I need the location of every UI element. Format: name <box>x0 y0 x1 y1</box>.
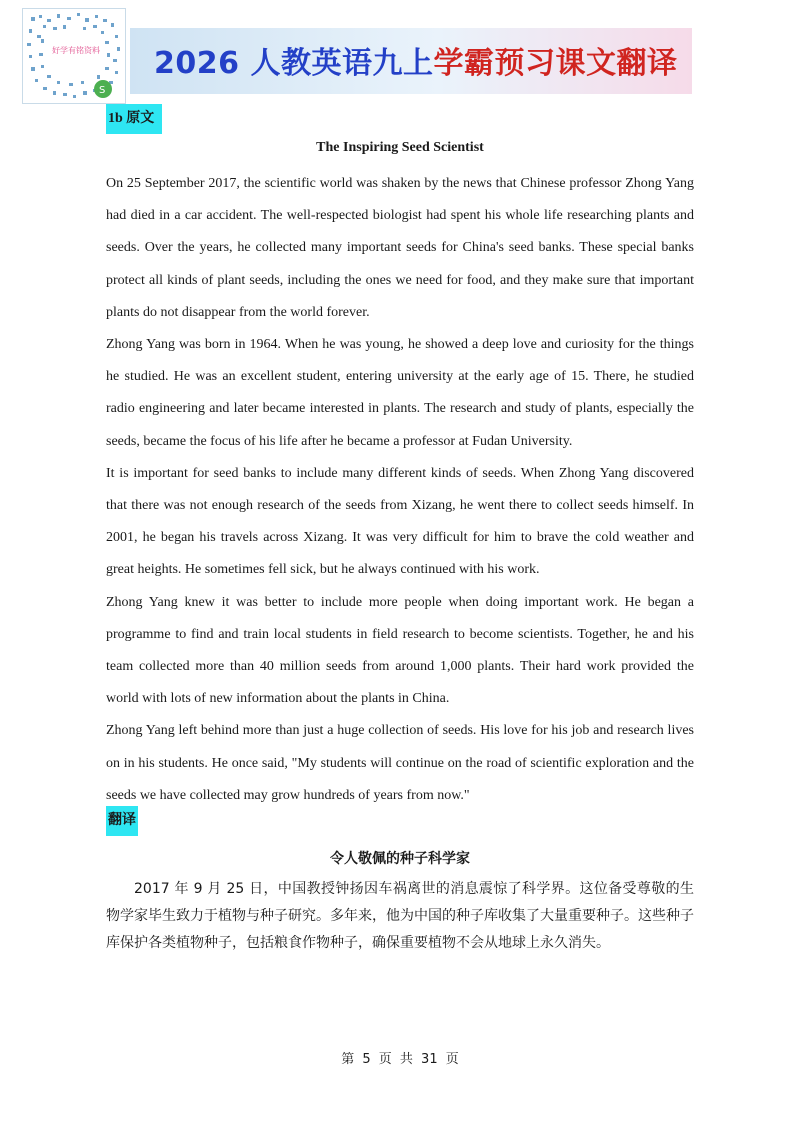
section-tag-original: 1b 原文 <box>106 104 162 134</box>
header-banner <box>130 28 692 94</box>
paragraph-cn-1: 2017 年 9 月 25 日，中国教授钟扬因车祸离世的消息震惊了科学界。这位备受尊敬的生物学家毕生致力于植物与种子研究。多年来，他为中国的种子库收集了大量重要种子。这些种子库保护各类植物种子，包括粮食作物种子，确保重要植物不会从地球上永久消失。 <box>106 881 694 951</box>
paragraph-en-3: It is important for seed banks to include many different kinds of seeds. When Zhong Yang discovered that there was not enough research of the seeds from Xizang, he went there to collect seeds himself. In 2001, he began his travels across Xizang. It was very difficult for him to brave the cold weather and great heights. He sometimes fell sick, but he always continued with his work. <box>106 465 694 578</box>
page-title <box>154 38 677 82</box>
logo-text: 好学有铭资料 <box>52 46 100 55</box>
paragraph-en-5: Zhong Yang left behind more than just a huge collection of seeds. His love for his job and research lives on in his students. He once said, "My students will continue on the road of scientific exploration and the seeds we have collected may grow hundreds of years from now." <box>106 723 694 803</box>
article-body-en <box>106 168 694 812</box>
paragraph-en-1: On 25 September 2017, the scientific world was shaken by the news that Chinese professor Zhong Yang had died in a car accident. The well-respected biologist had spent his whole life researching plants and seeds. Over the years, he collected many important seeds for China's seed banks. These special banks protect all kinds of plant seeds, including the ones we need for food, and they make sure that important plants do not disappear from the world forever. <box>106 176 694 320</box>
article-title-cn: 令人敬佩的种子科学家 <box>330 851 470 867</box>
section-tag-translation: 翻译 <box>106 806 138 836</box>
paragraph-en-2: Zhong Yang was born in 1964. When he was young, he showed a deep love and curiosity for the things he studied. He was an excellent student, entering university at the early age of 15. There, he studied radio engineering and later became interested in plants. The research and study of plants, especially the seeds, became the focus of his life after he became a professor at Fudan University. <box>106 337 694 449</box>
title-part-1: 2026 人教英语九上 <box>154 46 434 81</box>
svg-text:S: S <box>99 85 106 96</box>
page-number: 第 5 页 共 31 页 <box>341 1052 459 1067</box>
title-part-2: 学霸预习课文翻译 <box>433 46 678 81</box>
qr-code-logo <box>22 8 126 104</box>
article-title-en: The Inspiring Seed Scientist <box>316 140 484 155</box>
qr-pattern-icon <box>23 9 125 103</box>
article-body-cn <box>106 876 694 957</box>
paragraph-en-4: Zhong Yang knew it was better to include more people when doing important work. He began a programme to find and train local students in field research to become scientists. Together, he and his team collected more than 40 million seeds from around 1,000 plants. Their hard work provided the world with lots of new information about the plants in China. <box>106 594 694 707</box>
